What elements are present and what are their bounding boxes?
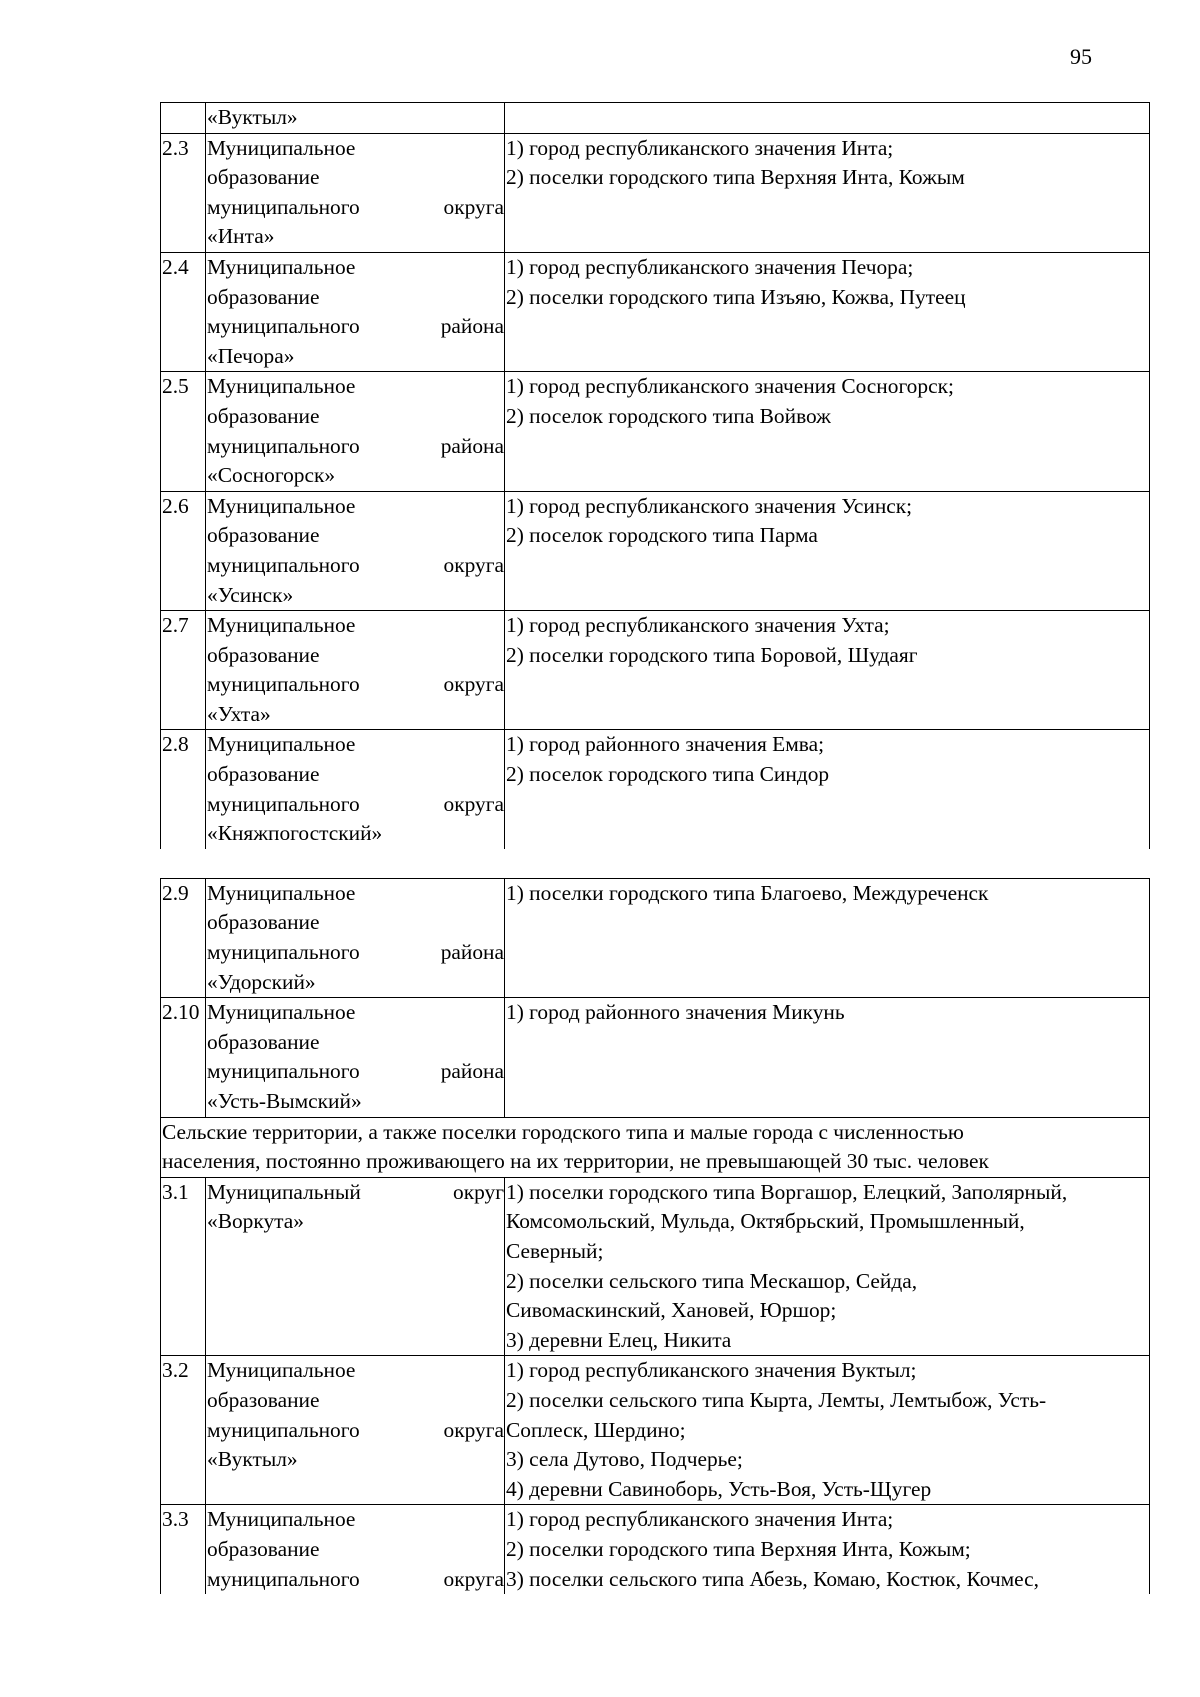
- row-number: 2.3: [161, 133, 206, 252]
- settlement-line: 3) села Дутово, Подчерье;: [506, 1447, 743, 1472]
- settlement-line: 4) деревни Савиноборь, Усть-Воя, Усть-Щугер: [506, 1476, 932, 1501]
- name-line: муниципального округа: [207, 552, 504, 577]
- name-line: образование: [207, 1536, 320, 1561]
- settlement-list: [505, 730, 1150, 849]
- settlement-line: 2) поселки городского типа Боровой, Шудаяг: [506, 642, 918, 667]
- name-line: образование: [207, 165, 320, 190]
- settlement-line: 2) поселки сельского типа Мескашор, Сейда,: [506, 1268, 918, 1293]
- name-line: «Усинск»: [207, 582, 294, 607]
- table-row: [161, 372, 1150, 491]
- name-line: Муниципальное: [207, 1000, 356, 1025]
- row-number: [161, 103, 206, 134]
- page-number: 95: [1070, 44, 1092, 69]
- section-heading: [161, 1117, 1150, 1177]
- name-line: муниципального округа: [207, 672, 504, 697]
- municipal-table: [160, 102, 1150, 1594]
- settlement-list: [505, 1356, 1150, 1505]
- settlement-list: [505, 1505, 1150, 1594]
- row-number: 2.7: [161, 611, 206, 730]
- table-row: [161, 252, 1150, 371]
- table-row: [161, 998, 1150, 1117]
- municipality-name: [206, 730, 505, 849]
- name-line: образование: [207, 1387, 320, 1412]
- table-row: [161, 878, 1150, 997]
- settlement-line: 2) поселок городского типа Войвож: [506, 403, 831, 428]
- name-line: Муниципальное: [207, 374, 356, 399]
- settlement-line: Северный;: [506, 1238, 604, 1263]
- settlement-line: 1) город республиканского значения Усинск;: [506, 493, 913, 518]
- settlement-line: 3) деревни Елец, Никита: [506, 1327, 732, 1352]
- row-number: 2.9: [161, 878, 206, 997]
- section-heading-row: [161, 1117, 1150, 1177]
- name-line: Муниципальное: [207, 1358, 356, 1383]
- settlement-line: 1) город республиканского значения Ухта;: [506, 613, 890, 638]
- municipality-name: [206, 1356, 505, 1505]
- settlement-line: 2) поселок городского типа Парма: [506, 523, 818, 548]
- name-line: образование: [207, 284, 320, 309]
- settlement-line: Комсомольский, Мульда, Октябрьский, Промышленный,: [506, 1209, 1025, 1234]
- settlement-line: 2) поселки сельского типа Кырта, Лемты, Лемтыбож, Усть-: [506, 1387, 1047, 1412]
- municipality-name: [206, 133, 505, 252]
- settlement-list: [505, 1177, 1150, 1356]
- settlement-list: [505, 103, 1150, 134]
- settlement-line: 1) город районного значения Микунь: [506, 1000, 845, 1025]
- settlement-line: Соплеск, Шердино;: [506, 1417, 686, 1442]
- name-line: «Княжпогостский»: [207, 821, 383, 846]
- name-line: образование: [207, 762, 320, 787]
- name-line: «Инта»: [207, 224, 275, 249]
- section-heading-line: Сельские территории, а также поселки городского типа и малые города с численностью: [162, 1119, 964, 1144]
- table-row: [161, 133, 1150, 252]
- table-row: [161, 491, 1150, 610]
- row-number: 3.3: [161, 1505, 206, 1594]
- municipality-name: [206, 611, 505, 730]
- settlement-list: [505, 252, 1150, 371]
- name-line: «Вуктыл»: [207, 1447, 298, 1472]
- settlement-list: [505, 998, 1150, 1117]
- name-line: Муниципальное: [207, 613, 356, 638]
- name-line: Муниципальное: [207, 880, 356, 905]
- settlement-list: [505, 133, 1150, 252]
- table-row: [161, 103, 1150, 134]
- settlement-line: Сивомаскинский, Хановей, Юршор;: [506, 1298, 837, 1323]
- municipality-name: [206, 252, 505, 371]
- settlement-list: [505, 491, 1150, 610]
- table-row: [161, 1505, 1150, 1594]
- settlement-line: 1) город республиканского значения Инта;: [506, 1507, 894, 1532]
- municipality-name: [206, 998, 505, 1117]
- name-line: муниципального округа: [207, 194, 504, 219]
- settlement-line: 1) поселки городского типа Воргашор, Елецкий, Заполярный,: [506, 1179, 1068, 1204]
- settlement-line: 1) поселки городского типа Благоево, Междуреченск: [506, 880, 989, 905]
- settlement-list: [505, 878, 1150, 997]
- row-number: 3.2: [161, 1356, 206, 1505]
- name-line: муниципального округа: [207, 791, 504, 816]
- name-line: образование: [207, 523, 320, 548]
- settlement-list: [505, 372, 1150, 491]
- name-line: муниципального района: [207, 433, 504, 458]
- table-row: [161, 1356, 1150, 1505]
- name-line: Муниципальное: [207, 493, 356, 518]
- table-row: [161, 611, 1150, 730]
- row-number: 2.8: [161, 730, 206, 849]
- table-row: [161, 1177, 1150, 1356]
- name-line: образование: [207, 403, 320, 428]
- table-row: [161, 730, 1150, 849]
- name-line: «Усть-Вымский»: [207, 1089, 362, 1113]
- name-line: образование: [207, 642, 320, 667]
- name-line: муниципального округа: [207, 1566, 504, 1591]
- settlement-line: 2) поселки городского типа Верхняя Инта, Кожым;: [506, 1536, 971, 1561]
- name-line: «Печора»: [207, 343, 295, 368]
- name-line: «Сосногорск»: [207, 463, 336, 488]
- name-line: «Удорский»: [207, 969, 316, 994]
- settlement-line: 1) город республиканского значения Вуктыл;: [506, 1358, 917, 1383]
- municipality-name: [206, 372, 505, 491]
- settlement-line: 1) город республиканского значения Инта;: [506, 135, 894, 160]
- name-line: Муниципальный округ: [207, 1179, 504, 1204]
- settlement-line: 2) поселки городского типа Изъяю, Кожва, Путеец: [506, 284, 966, 309]
- row-number: 2.10: [161, 998, 206, 1117]
- municipality-name: [206, 1177, 505, 1356]
- row-number: 2.4: [161, 252, 206, 371]
- row-number: 2.5: [161, 372, 206, 491]
- settlement-line: 1) город республиканского значения Печора;: [506, 254, 914, 279]
- name-line: «Ухта»: [207, 701, 271, 726]
- name-line: муниципального района: [207, 314, 504, 339]
- settlement-line: 3) поселки сельского типа Абезь, Комаю, Костюк, Кочмес,: [506, 1566, 1040, 1591]
- name-line: Муниципальное: [207, 135, 356, 160]
- settlement-line: 2) поселок городского типа Синдор: [506, 762, 830, 787]
- name-line: «Воркута»: [207, 1209, 304, 1234]
- row-number: 3.1: [161, 1177, 206, 1356]
- settlement-line: 1) город районного значения Емва;: [506, 732, 825, 757]
- settlement-line: 1) город республиканского значения Сосногорск;: [506, 374, 954, 399]
- row-number: 2.6: [161, 491, 206, 610]
- name-line: Муниципальное: [207, 1507, 356, 1532]
- name-line: Муниципальное: [207, 254, 356, 279]
- section-heading-line: населения, постоянно проживающего на их территории, не превышающей 30 тыс. человек: [162, 1149, 989, 1174]
- municipality-name: «Вуктыл»: [206, 103, 505, 134]
- municipality-name: [206, 1505, 505, 1594]
- settlement-list: [505, 611, 1150, 730]
- name-line: муниципального округа: [207, 1417, 504, 1442]
- settlement-line: 2) поселки городского типа Верхняя Инта, Кожым: [506, 165, 965, 190]
- municipality-name: [206, 491, 505, 610]
- name-line: образование: [207, 910, 320, 935]
- name-line: муниципального района: [207, 1059, 504, 1084]
- table-gap: [161, 849, 1150, 879]
- municipality-name: [206, 878, 505, 997]
- name-line: муниципального района: [207, 940, 504, 965]
- name-line: Муниципальное: [207, 732, 356, 757]
- name-line: образование: [207, 1029, 320, 1054]
